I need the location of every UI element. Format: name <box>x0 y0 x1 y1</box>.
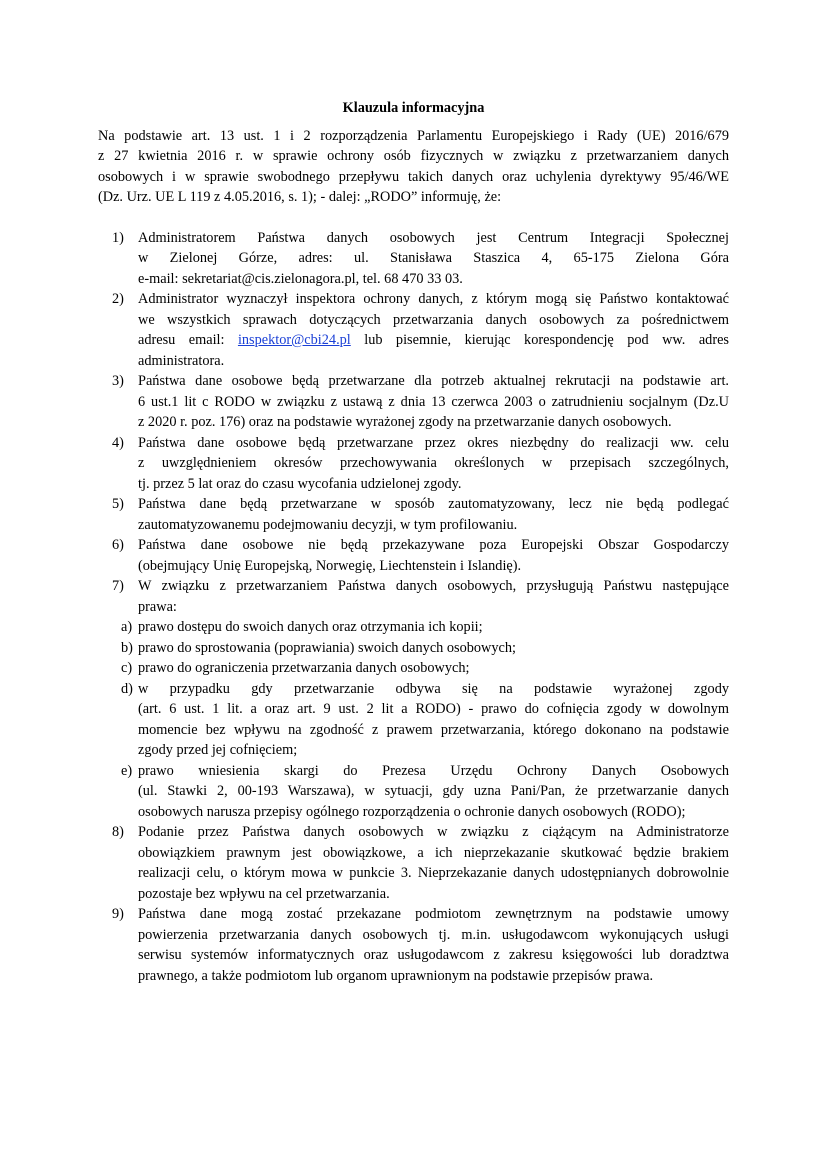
list-item-number: 5) <box>112 496 124 512</box>
rights-sub-item <box>98 638 729 659</box>
list-item-line: Podanie przez Państwa danych osobowych w związku z ciążącym na Administratorze <box>138 824 729 840</box>
list-item <box>98 576 729 617</box>
list-item <box>98 535 729 576</box>
list-item-line: zautomatyzowanemu podejmowaniu decyzji, w tym profilowaniu. <box>138 516 518 533</box>
list-item <box>98 371 729 433</box>
list-item-number: 3) <box>112 373 124 389</box>
list-item-line: tj. przez 5 lat oraz do czasu wycofania udzielonej zgody. <box>138 475 462 492</box>
sub-item-line: prawo do ograniczenia przetwarzania danych osobowych; <box>138 660 470 676</box>
list-item <box>98 433 729 495</box>
list-item-line: Administratorem Państwa danych osobowych jest Centrum Integracji Społecznej <box>138 229 729 246</box>
list-item-number: 9) <box>112 906 124 922</box>
intro-line: (Dz. Urz. UE L 119 z 4.05.2016, s. 1); - dalej: „RODO” informuję, że: <box>98 189 502 205</box>
sub-item-line: (ul. Stawki 2, 00-193 Warszawa), w sytuacji, gdy uzna Pani/Pan, że przetwarzanie danych <box>138 783 729 799</box>
intro-line: Na podstawie art. 13 ust. 1 i 2 rozporządzenia Parlamentu Europejskiego i Rady (UE) 2016/679 <box>98 127 729 144</box>
sub-item-letter: a) <box>121 619 133 635</box>
sub-item-line: prawo wniesienia skargi do Prezesa Urzędu Ochrony Danych Osobowych <box>138 762 729 779</box>
list-item-line: (obejmujący Unię Europejską, Norwegię, Liechtenstein i Islandię). <box>138 557 522 574</box>
sub-item-line: momencie bez wpływu na zgodność z prawem przetwarzania, którego dokonano na podstawie <box>138 721 729 738</box>
list-item-line: w Zielonej Górze, adres: ul. Stanisława Staszica 4, 65-175 Zielona Góra <box>138 250 729 266</box>
list-item-number: 6) <box>112 537 124 553</box>
list-item-line: powierzenia przetwarzania danych osobowych tj. m.in. usługodawcom wykonujących usługi <box>138 926 729 943</box>
list-item-line: pozostaje bez wpływu na cel przetwarzania. <box>138 885 390 902</box>
document-title: Klauzula informacyjna <box>342 100 485 116</box>
list-item-number: 2) <box>112 291 124 307</box>
list-item-line <box>138 330 729 351</box>
list-item-line: Państwa dane mogą zostać przekazane podmiotom zewnętrznym na podstawie umowy <box>138 906 729 922</box>
rights-sub-item <box>98 658 729 679</box>
intro-line: osobowych i w sprawie swobodnego przepływu takich danych oraz uchylenia dyrektywy 95/46/WE <box>98 168 729 185</box>
list-item-line: prawa: <box>138 598 177 615</box>
list-item <box>98 494 729 535</box>
list-item-line: Państwa dane osobowe będą przetwarzane dla potrzeb aktualnej rekrutacji na podstawie art. <box>138 373 729 389</box>
sub-item-line: osobowych narusza przepisy ogólnego rozporządzenia o ochronie danych osobowych (RODO); <box>138 803 686 820</box>
email-prefix-text: adresu email: <box>138 332 238 348</box>
list-item <box>98 228 729 290</box>
clause-list <box>98 228 729 987</box>
rights-sub-item <box>98 761 729 823</box>
sub-item-line: w przypadku gdy przetwarzanie odbywa się na podstawie wyrażonej zgody <box>138 680 729 697</box>
list-item <box>98 904 729 986</box>
list-item-line: Państwa dane będą przetwarzane w sposób zautomatyzowany, lecz nie będą podlegać <box>138 496 729 512</box>
list-item-line: prawnego, a także podmiotom lub organom uprawnionym na podstawie przepisów prawa. <box>138 967 654 984</box>
list-item-number: 4) <box>112 434 124 451</box>
list-item-line: Państwa dane osobowe nie będą przekazywane poza Europejski Obszar Gospodarczy <box>138 537 729 553</box>
list-item-line: Państwa dane osobowe będą przetwarzane przez okres niezbędny do realizacji ww. celu <box>138 434 729 451</box>
email-suffix-text: lub pisemnie, kierując korespondencję pod ww. adres <box>350 332 729 348</box>
list-item <box>98 289 729 371</box>
sub-item-line: prawo dostępu do swoich danych oraz otrzymania ich kopii; <box>138 619 483 635</box>
inspector-email-link[interactable]: inspektor@cbi24.pl <box>237 332 351 348</box>
list-item-line: realizacji celu, o którym mowa w punkcie 3. Nieprzekazanie danych udostępnianych dobrowolnie <box>138 865 729 881</box>
intro-paragraph <box>98 126 729 208</box>
list-item-line: e-mail: sekretariat@cis.zielonagora.pl, tel. 68 470 33 03. <box>138 270 463 287</box>
list-item-line: z uwzględnieniem okresów przechowywania określonych w przepisach szczególnych, <box>138 455 729 471</box>
list-item-line: we wszystkich sprawach dotyczących przetwarzania danych osobowych za pośrednictwem <box>138 311 729 328</box>
list-item-line: obowiązkiem prawnym jest obowiązkowe, a ich nieprzekazanie skutkować będzie brakiem <box>138 844 729 861</box>
list-item-line: serwisu systemów informatycznych oraz usługodawcom z zakresu księgowości lub doradztwa <box>138 947 729 963</box>
list-item-number: 1) <box>112 229 124 246</box>
sub-item-letter: d) <box>121 680 133 697</box>
list-item <box>98 822 729 904</box>
rights-sub-item <box>98 617 729 638</box>
list-item-number: 7) <box>112 578 124 594</box>
rights-sub-item <box>98 679 729 761</box>
list-item-line: Administrator wyznaczył inspektora ochrony danych, z którym mogą się Państwo kontaktować <box>138 291 729 307</box>
list-item-line: z 2020 r. poz. 176) oraz na podstawie wyrażonej zgody na przetwarzanie danych osobowych. <box>138 414 672 430</box>
sub-item-letter: c) <box>121 660 133 676</box>
list-item-line: W związku z przetwarzaniem Państwa danych osobowych, przysługują Państwu następujące <box>138 578 729 594</box>
list-item-line: administratora. <box>138 352 225 369</box>
sub-item-line: (art. 6 ust. 1 lit. a oraz art. 9 ust. 2 lit a RODO) - prawo do cofnięcia zgody w dowolnym <box>138 701 729 717</box>
sub-item-letter: e) <box>121 762 133 779</box>
document-page <box>98 98 729 986</box>
sub-item-line: zgody przed jej cofnięciem; <box>138 742 298 758</box>
sub-item-letter: b) <box>121 639 133 656</box>
intro-line: z 27 kwietnia 2016 r. w sprawie ochrony osób fizycznych w związku z przetwarzaniem danych <box>98 148 729 164</box>
sub-item-line: prawo do sprostowania (poprawiania) swoich danych osobowych; <box>138 639 516 656</box>
list-item-line: 6 ust.1 lit c RODO w związku z ustawą z dnia 13 czerwca 2003 o zatrudnieniu socjalnym (Dz.U <box>138 393 729 410</box>
list-item-number: 8) <box>112 824 124 840</box>
